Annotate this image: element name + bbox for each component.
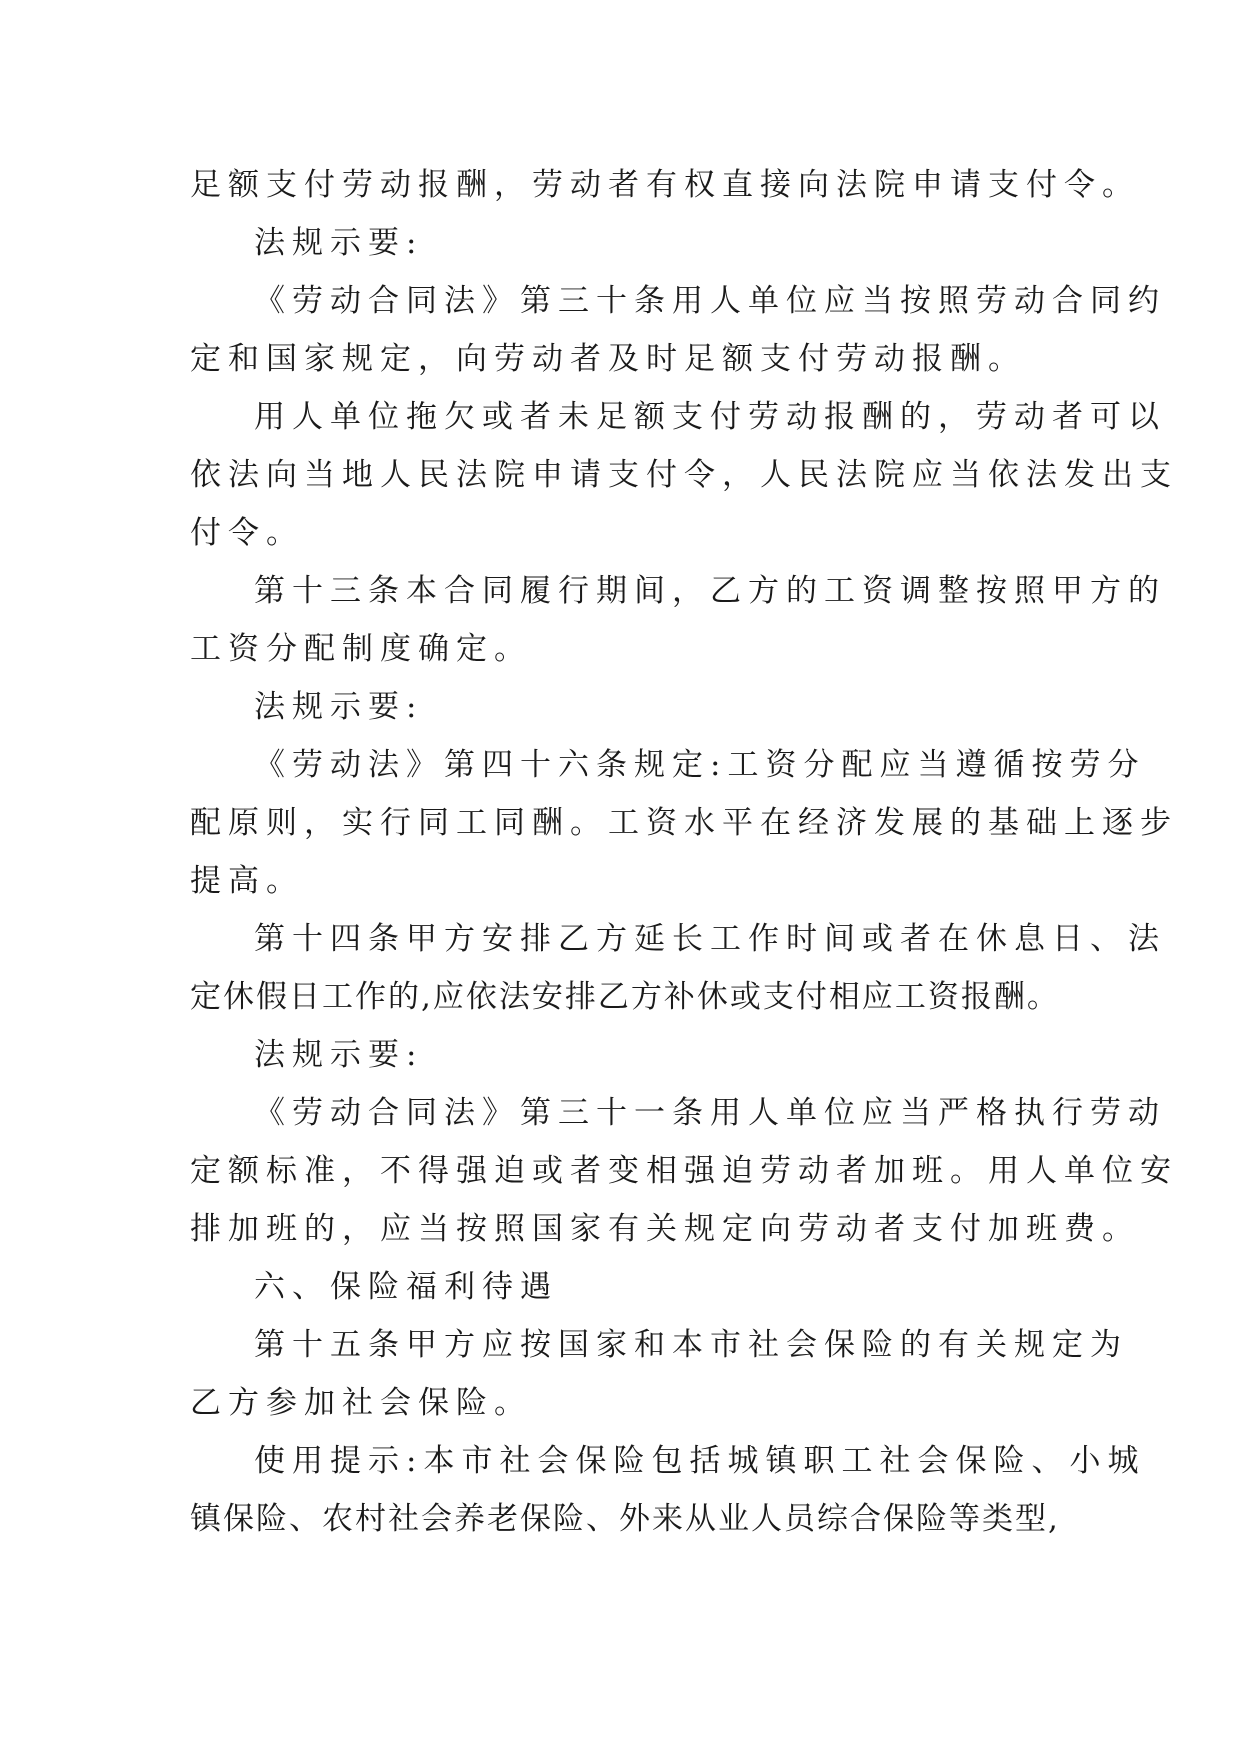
- text-line: 提高。: [190, 863, 304, 899]
- text-line: 乙方参加社会保险。: [190, 1385, 532, 1421]
- text-line: 足额支付劳动报酬，劳动者有权直接向法院申请支付令。: [190, 167, 1140, 203]
- text-line: 《劳动法》第四十六条规定:工资分配应当遵循按劳分: [254, 747, 1146, 783]
- section-heading: 六、保险福利待遇: [254, 1269, 558, 1305]
- text-line: 使用提示:本市社会保险包括城镇职工社会保险、小城: [254, 1443, 1146, 1479]
- text-line: 法规示要:: [254, 689, 424, 725]
- text-line: 镇保险、农村社会养老保险、外来从业人员综合保险等类型,: [190, 1501, 1060, 1537]
- text-line: 法规示要:: [254, 1037, 424, 1073]
- text-line: 第十五条甲方应按国家和本市社会保险的有关规定为: [254, 1327, 1128, 1363]
- text-line: 付令。: [190, 515, 304, 551]
- text-line: 用人单位拖欠或者未足额支付劳动报酬的，劳动者可以: [254, 399, 1166, 435]
- text-line: 《劳动合同法》第三十条用人单位应当按照劳动合同约: [254, 283, 1166, 319]
- text-line: 工资分配制度确定。: [190, 631, 532, 667]
- text-line: 配原则，实行同工同酬。工资水平在经济发展的基础上逐步: [190, 805, 1178, 841]
- text-line: 法规示要:: [254, 225, 424, 261]
- text-line: 第十四条甲方安排乙方延长工作时间或者在休息日、法: [254, 921, 1166, 957]
- text-line: 第十三条本合同履行期间，乙方的工资调整按照甲方的: [254, 573, 1166, 609]
- document-body: [190, 156, 1178, 1548]
- text-line: 定休假日工作的,应依法安排乙方补休或支付相应工资报酬。: [190, 979, 1060, 1015]
- text-line: 《劳动合同法》第三十一条用人单位应当严格执行劳动: [254, 1095, 1166, 1131]
- text-line: 定和国家规定，向劳动者及时足额支付劳动报酬。: [190, 341, 1026, 377]
- text-line: 定额标准，不得强迫或者变相强迫劳动者加班。用人单位安: [190, 1153, 1178, 1189]
- text-line: 依法向当地人民法院申请支付令，人民法院应当依法发出支: [190, 457, 1178, 493]
- text-line: 排加班的，应当按照国家有关规定向劳动者支付加班费。: [190, 1211, 1140, 1247]
